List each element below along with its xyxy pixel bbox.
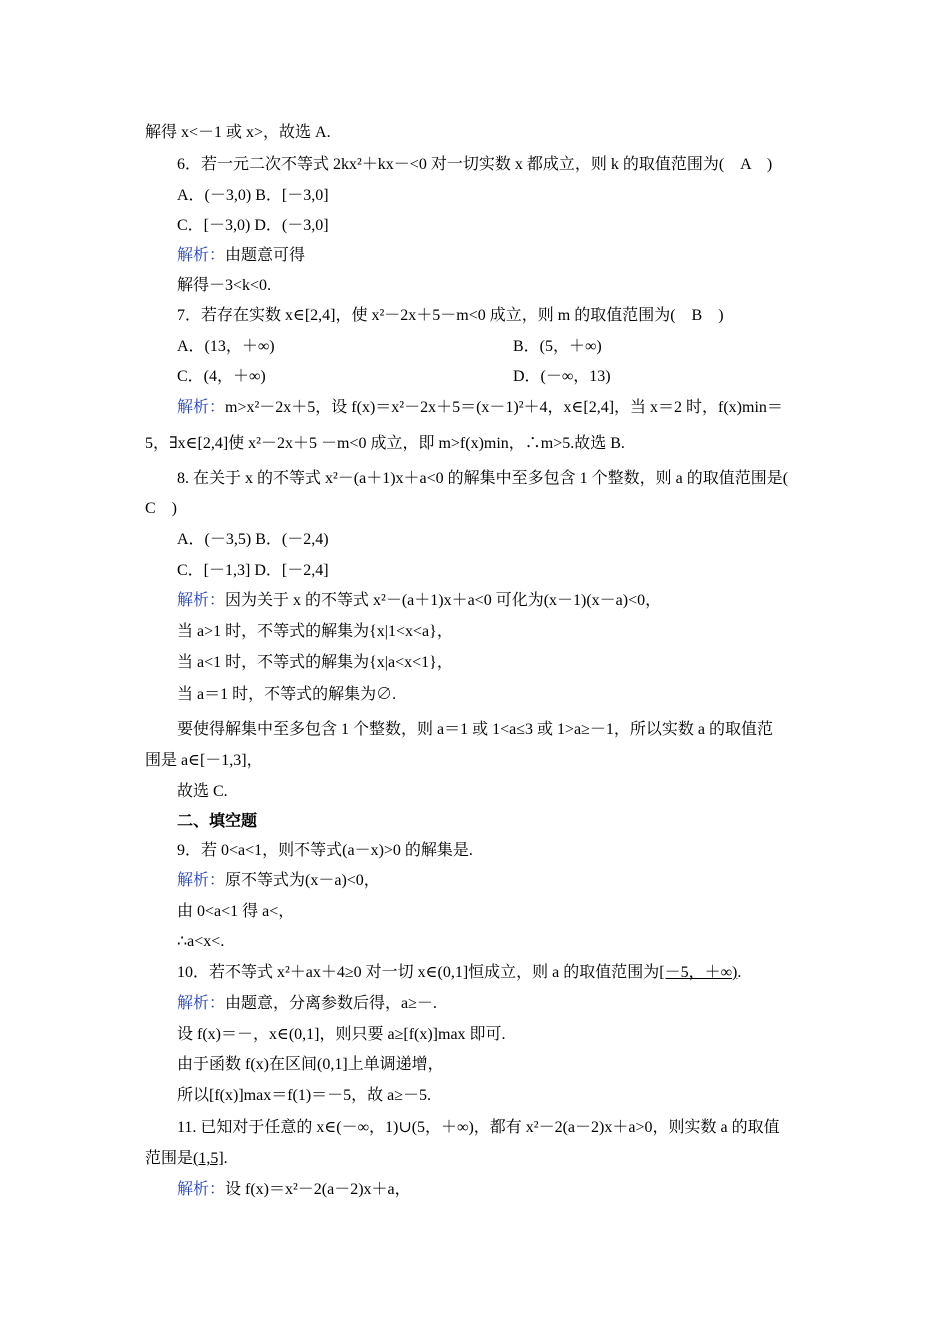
text-line: 解得－3<k<0. (177, 277, 272, 294)
options-cd: C．[－1,3] D．[－2,4] (177, 562, 329, 579)
text-line: 要使得解集中至多包含 1 个整数，则 a＝1 或 1<a≤3 或 1>a≥－1，所以实数 a 的取值范 (177, 721, 774, 738)
analysis-label: 解析： (177, 995, 226, 1012)
analysis-line: 解析：设 f(x)＝x²－2(a－2)x＋a， (177, 1181, 411, 1198)
options-row: A．(13，＋∞) B．(5，＋∞) (177, 338, 602, 355)
text-line: ∴a<x<. (177, 933, 225, 950)
text-line: 设 f(x)＝－，x∈(0,1]，则只要 a≥[f(x)]max 即可. (177, 1026, 506, 1043)
text-line: 围是 a∈[－1,3]， (145, 752, 263, 769)
analysis-line: 解析：原不等式为(x－a)<0， (177, 872, 380, 889)
analysis-line: 解析：由题意可得 (177, 247, 306, 264)
analysis-label: 解析： (177, 247, 226, 264)
analysis-label: 解析： (177, 1181, 226, 1198)
question-7: 7．若存在实数 x∈[2,4]，使 x²－2x＋5－m<0 成立，则 m 的取值范围为( B ) (177, 307, 724, 324)
options-ab: A．(－3,5) B．(－2,4) (177, 531, 329, 548)
analysis-line: 解析：因为关于 x 的不等式 x²－(a＋1)x＋a<0 可化为(x－1)(x－a)<0， (177, 592, 662, 609)
options-ab: A．(－3,0) B．[－3,0] (177, 187, 329, 204)
text-line: 由于函数 f(x)在区间(0,1]上单调递增， (177, 1056, 444, 1073)
analysis-line: 解析：m>x²－2x＋5，设 f(x)＝x²－2x＋5＝(x－1)²＋4，x∈[2,4]，当 x＝2 时，f(x)min＝ (177, 399, 783, 416)
text-line: 5，∃x∈[2,4]使 x²－2x＋5 －m<0 成立，即 m>f(x)min，∴m>5.故选 B. (145, 435, 625, 452)
text-line: 当 a＝1 时，不等式的解集为∅. (177, 686, 397, 703)
text-line: 当 a<1 时，不等式的解集为{x|a<x<1}， (177, 654, 453, 671)
text-line: 所以[f(x)]max＝f(1)＝－5，故 a≥－5. (177, 1087, 432, 1104)
section-heading: 二、填空题 (177, 813, 258, 830)
analysis-label: 解析： (177, 399, 226, 416)
text-line: 范围是(1,5]. (145, 1150, 228, 1167)
analysis-line: 解析：由题意，分离参数后得，a≥－. (177, 995, 437, 1012)
text-line: 故选 C. (177, 783, 228, 800)
text-line: 解得 x<－1 或 x>，故选 A. (145, 124, 331, 141)
analysis-label: 解析： (177, 592, 226, 609)
text-line: C ) (145, 500, 178, 517)
text-line: 由 0<a<1 得 a<， (177, 903, 295, 920)
question-9: 9．若 0<a<1，则不等式(a－x)>0 的解集是. (177, 842, 473, 859)
options-cd: C．[－3,0) D．(－3,0] (177, 217, 329, 234)
answer-underlined: [－5，＋∞) (659, 964, 738, 981)
analysis-label: 解析： (177, 872, 226, 889)
question-8: 8. 在关于 x 的不等式 x²－(a＋1)x＋a<0 的解集中至多包含 1 个整数，则 a 的取值范围是( (177, 470, 789, 487)
question-11: 11. 已知对于任意的 x∈(－∞，1)∪(5，＋∞)，都有 x²－2(a－2)x＋a>0，则实数 a 的取值 (177, 1119, 780, 1136)
options-row: C．(4，＋∞) D．(－∞，13) (177, 368, 611, 385)
question-6: 6．若一元二次不等式 2kx²＋kx－<0 对一切实数 x 都成立，则 k 的取值范围为( A ) (177, 156, 773, 173)
question-10: 10．若不等式 x²＋ax＋4≥0 对一切 x∈(0,1]恒成立，则 a 的取值范围为[－5，＋∞). (177, 964, 742, 981)
answer-underlined: (1,5] (193, 1150, 224, 1167)
text-line: 当 a>1 时，不等式的解集为{x|1<x<a}， (177, 623, 453, 640)
